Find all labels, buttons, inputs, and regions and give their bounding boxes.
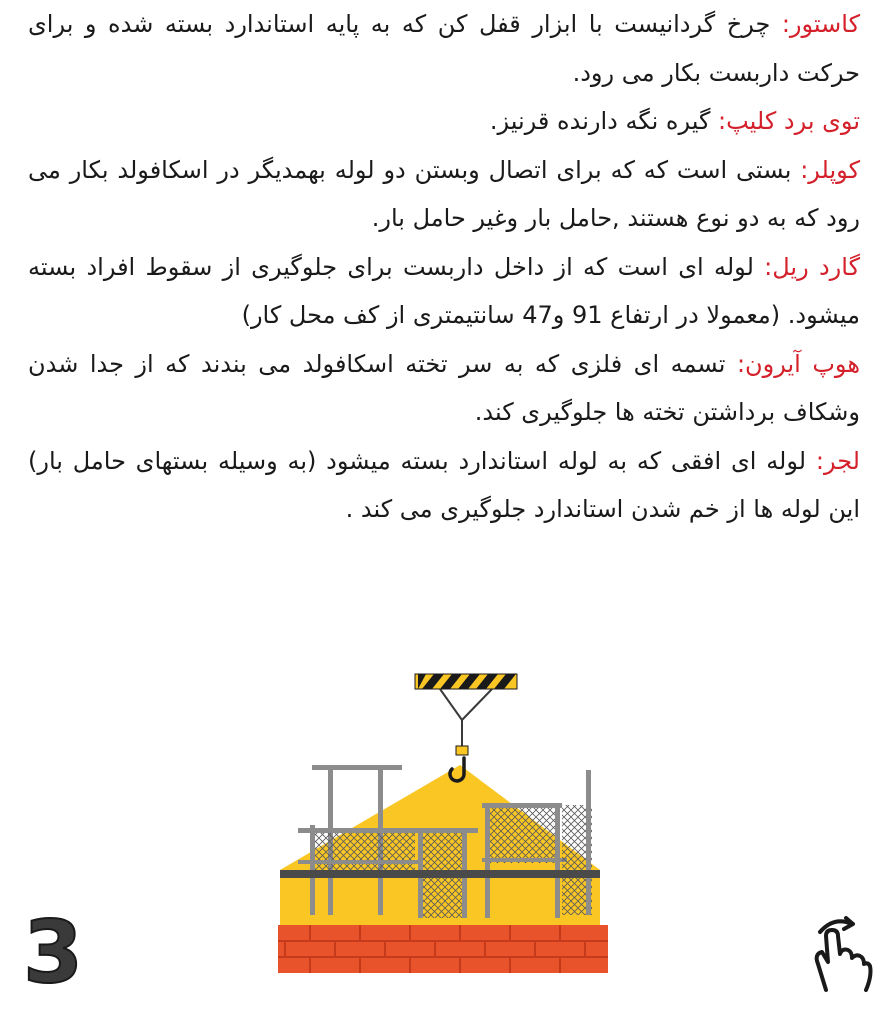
entry-hoop-iron [28,340,860,437]
entry-guard-rail [28,243,860,340]
page-number [18,912,88,992]
term: توی برد کلیپ: [718,107,860,135]
definitions-list [28,0,860,534]
scaffolding-crane-illustration [270,670,615,975]
ledger-beam [280,870,600,878]
term: کاستور: [781,10,860,38]
definition: لوله ای است که از داخل داربست برای جلوگیری از سقوط افراد بسته میشود. (معمولا در ارتفاع 91 و47 سانتیمتری از کف محل کار) [28,252,860,329]
page-number-text: 3 [23,912,83,992]
definition: بستی است که که برای اتصال وبستن دو لوله بهمدیگر در اسکافولد بکار می رود که به دو نوع هستند ,حامل بار وغیر حامل بار. [28,155,860,232]
entry-castor [28,0,860,97]
entry-coupler [28,146,860,243]
definition: چرخ گردانیست با ابزار قفل کن که به پایه استاندارد بسته شده و برای حرکت داربست بکار می رود. [28,10,860,87]
brick-wall [278,925,608,973]
term: لجر: [815,446,860,475]
term: کوپلر: [800,155,860,184]
hand-swipe-icon[interactable] [800,910,880,995]
entry-ledger [28,437,860,534]
term: هوپ آیرون: [736,349,860,378]
definition: لوله ای افقی که به لوله استاندارد بسته میشود (به وسیله بستهای حامل بار) این لوله ها از خم شدن استاندارد جلوگیری می کند . [28,446,860,523]
entry-toe-board-clip [28,97,860,146]
definition: تسمه ای فلزی که به سر تخته اسکافولد می بندند که از جدا شدن وشکاف برداشتن تخته ها جلوگیری کند. [28,349,860,426]
definition: گیره نگه دارنده قرنیز. [489,107,718,135]
crane-beam [415,674,517,689]
term: گارد ریل: [764,252,861,281]
crane-hook [440,689,492,781]
